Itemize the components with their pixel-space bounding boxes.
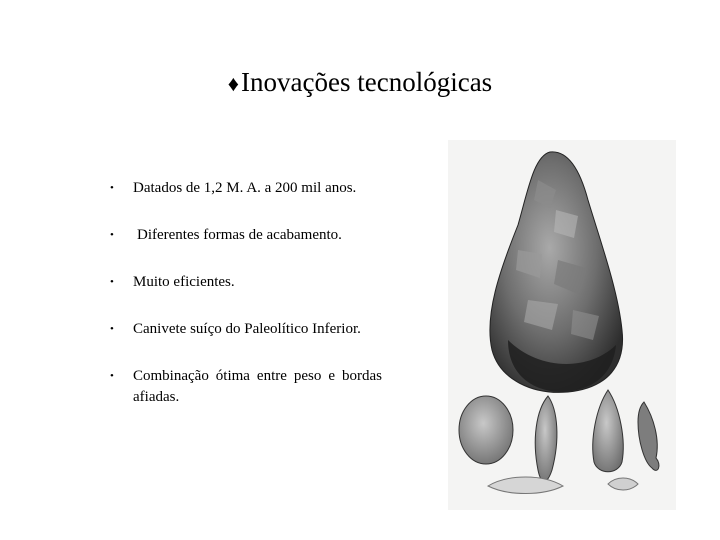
bullet-dot-icon: •	[110, 276, 114, 288]
list-item-text: Diferentes formas de acabamento.	[137, 227, 342, 243]
flat-flake-shape	[488, 477, 563, 494]
slide-title-text: Inovações tecnológicas	[241, 67, 493, 97]
list-item	[110, 366, 382, 408]
list-item-text: Combinação ótima entre peso e bordas afiadas.	[133, 368, 382, 405]
list-item	[110, 319, 382, 340]
leaf-tool-shape	[535, 396, 557, 481]
side-flake-shape	[608, 478, 638, 490]
list-item	[110, 272, 382, 293]
bullet-dot-icon: •	[110, 370, 114, 382]
stone-handaxe-illustration	[448, 140, 676, 510]
narrow-tool-shape	[638, 402, 659, 470]
list-item-text: Muito eficientes.	[133, 274, 235, 290]
bullet-dot-icon: •	[110, 182, 114, 194]
list-item	[110, 178, 382, 199]
bullet-dot-icon: •	[110, 229, 114, 241]
list-item-text: Datados de 1,2 M. A. a 200 mil anos.	[133, 180, 357, 196]
diamond-bullet-icon: ♦	[227, 71, 240, 96]
slide-title	[0, 62, 720, 104]
list-item-text: Canivete suíço do Paleolítico Inferior.	[133, 321, 361, 337]
round-tool-shape	[459, 396, 513, 464]
handaxe-plate-svg	[448, 140, 676, 510]
pointed-tool-shape	[593, 390, 623, 472]
list-item	[110, 225, 382, 246]
bullet-list	[110, 178, 382, 408]
bullet-dot-icon: •	[110, 323, 114, 335]
